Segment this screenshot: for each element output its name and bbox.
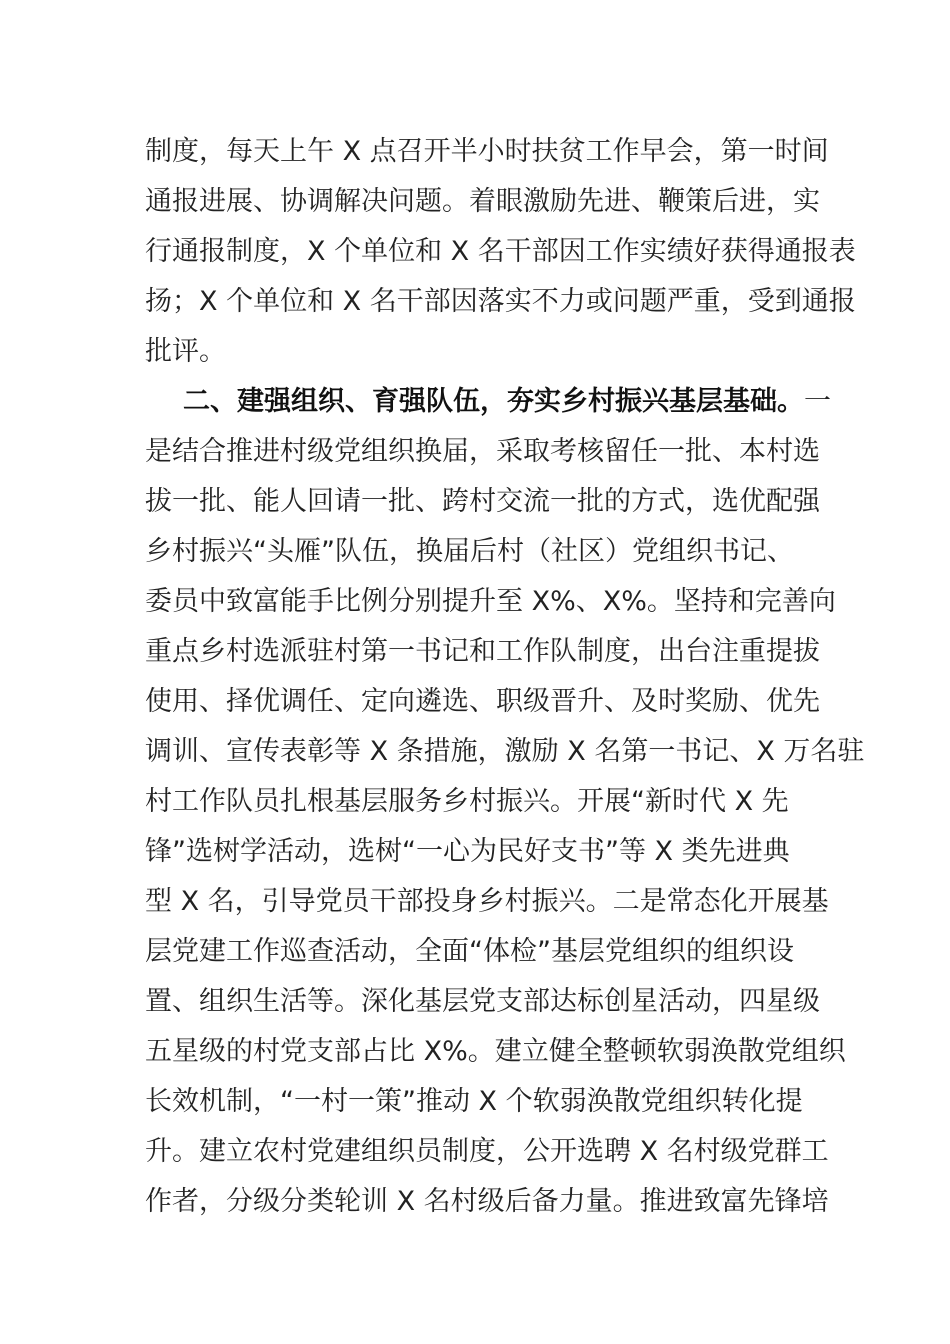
text-line: 委员中致富能手比例分别提升至 X%、X%。坚持和完善向 xyxy=(145,586,836,617)
heading-line-rest: 一 xyxy=(804,386,831,417)
text-line: 五星级的村党支部占比 X%。建立健全整顿软弱涣散党组织 xyxy=(145,1036,846,1067)
text-line: 批评。 xyxy=(145,336,226,367)
text-line: 制度，每天上午 X 点召开半小时扶贫工作早会，第一时间 xyxy=(145,136,829,167)
document-body xyxy=(145,127,865,1227)
text-line: 扬；X 个单位和 X 名干部因落实不力或问题严重，受到通报 xyxy=(145,286,856,317)
section-heading: 二、建强组织、育强队伍，夯实乡村振兴基层基础。 xyxy=(183,386,804,417)
text-line: 行通报制度，X 个单位和 X 名干部因工作实绩好获得通报表 xyxy=(145,236,856,267)
text-line: 使用、择优调任、定向遴选、职级晋升、及时奖励、优先 xyxy=(145,686,820,717)
text-line: 置、组织生活等。深化基层党支部达标创星活动，四星级 xyxy=(145,986,820,1017)
text-line: 拔一批、能人回请一批、跨村交流一批的方式，选优配强 xyxy=(145,486,820,517)
text-line: 通报进展、协调解决问题。着眼激励先进、鞭策后进，实 xyxy=(145,186,820,217)
text-line: 调训、宣传表彰等 X 条措施，激励 X 名第一书记、X 万名驻 xyxy=(145,736,865,767)
text-line: 锋”选树学活动，选树“一心为民好支书”等 X 类先进典 xyxy=(145,836,790,867)
text-line: 型 X 名，引导党员干部投身乡村振兴。二是常态化开展基 xyxy=(145,886,829,917)
section-heading-line xyxy=(145,377,831,427)
text-line: 作者，分级分类轮训 X 名村级后备力量。推进致富先锋培 xyxy=(145,1186,829,1217)
text-line: 乡村振兴“头雁”队伍，换届后村（社区）党组织书记、 xyxy=(145,536,794,567)
text-line: 重点乡村选派驻村第一书记和工作队制度，出台注重提拔 xyxy=(145,636,820,667)
text-line: 长效机制，“一村一策”推动 X 个软弱涣散党组织转化提 xyxy=(145,1086,803,1117)
text-line: 是结合推进村级党组织换届，采取考核留任一批、本村选 xyxy=(145,436,820,467)
text-line: 村工作队员扎根基层服务乡村振兴。开展“新时代 X 先 xyxy=(145,786,789,817)
text-line: 升。建立农村党建组织员制度，公开选聘 X 名村级党群工 xyxy=(145,1136,829,1167)
text-line: 层党建工作巡查活动，全面“体检”基层党组织的组织设 xyxy=(145,936,794,967)
